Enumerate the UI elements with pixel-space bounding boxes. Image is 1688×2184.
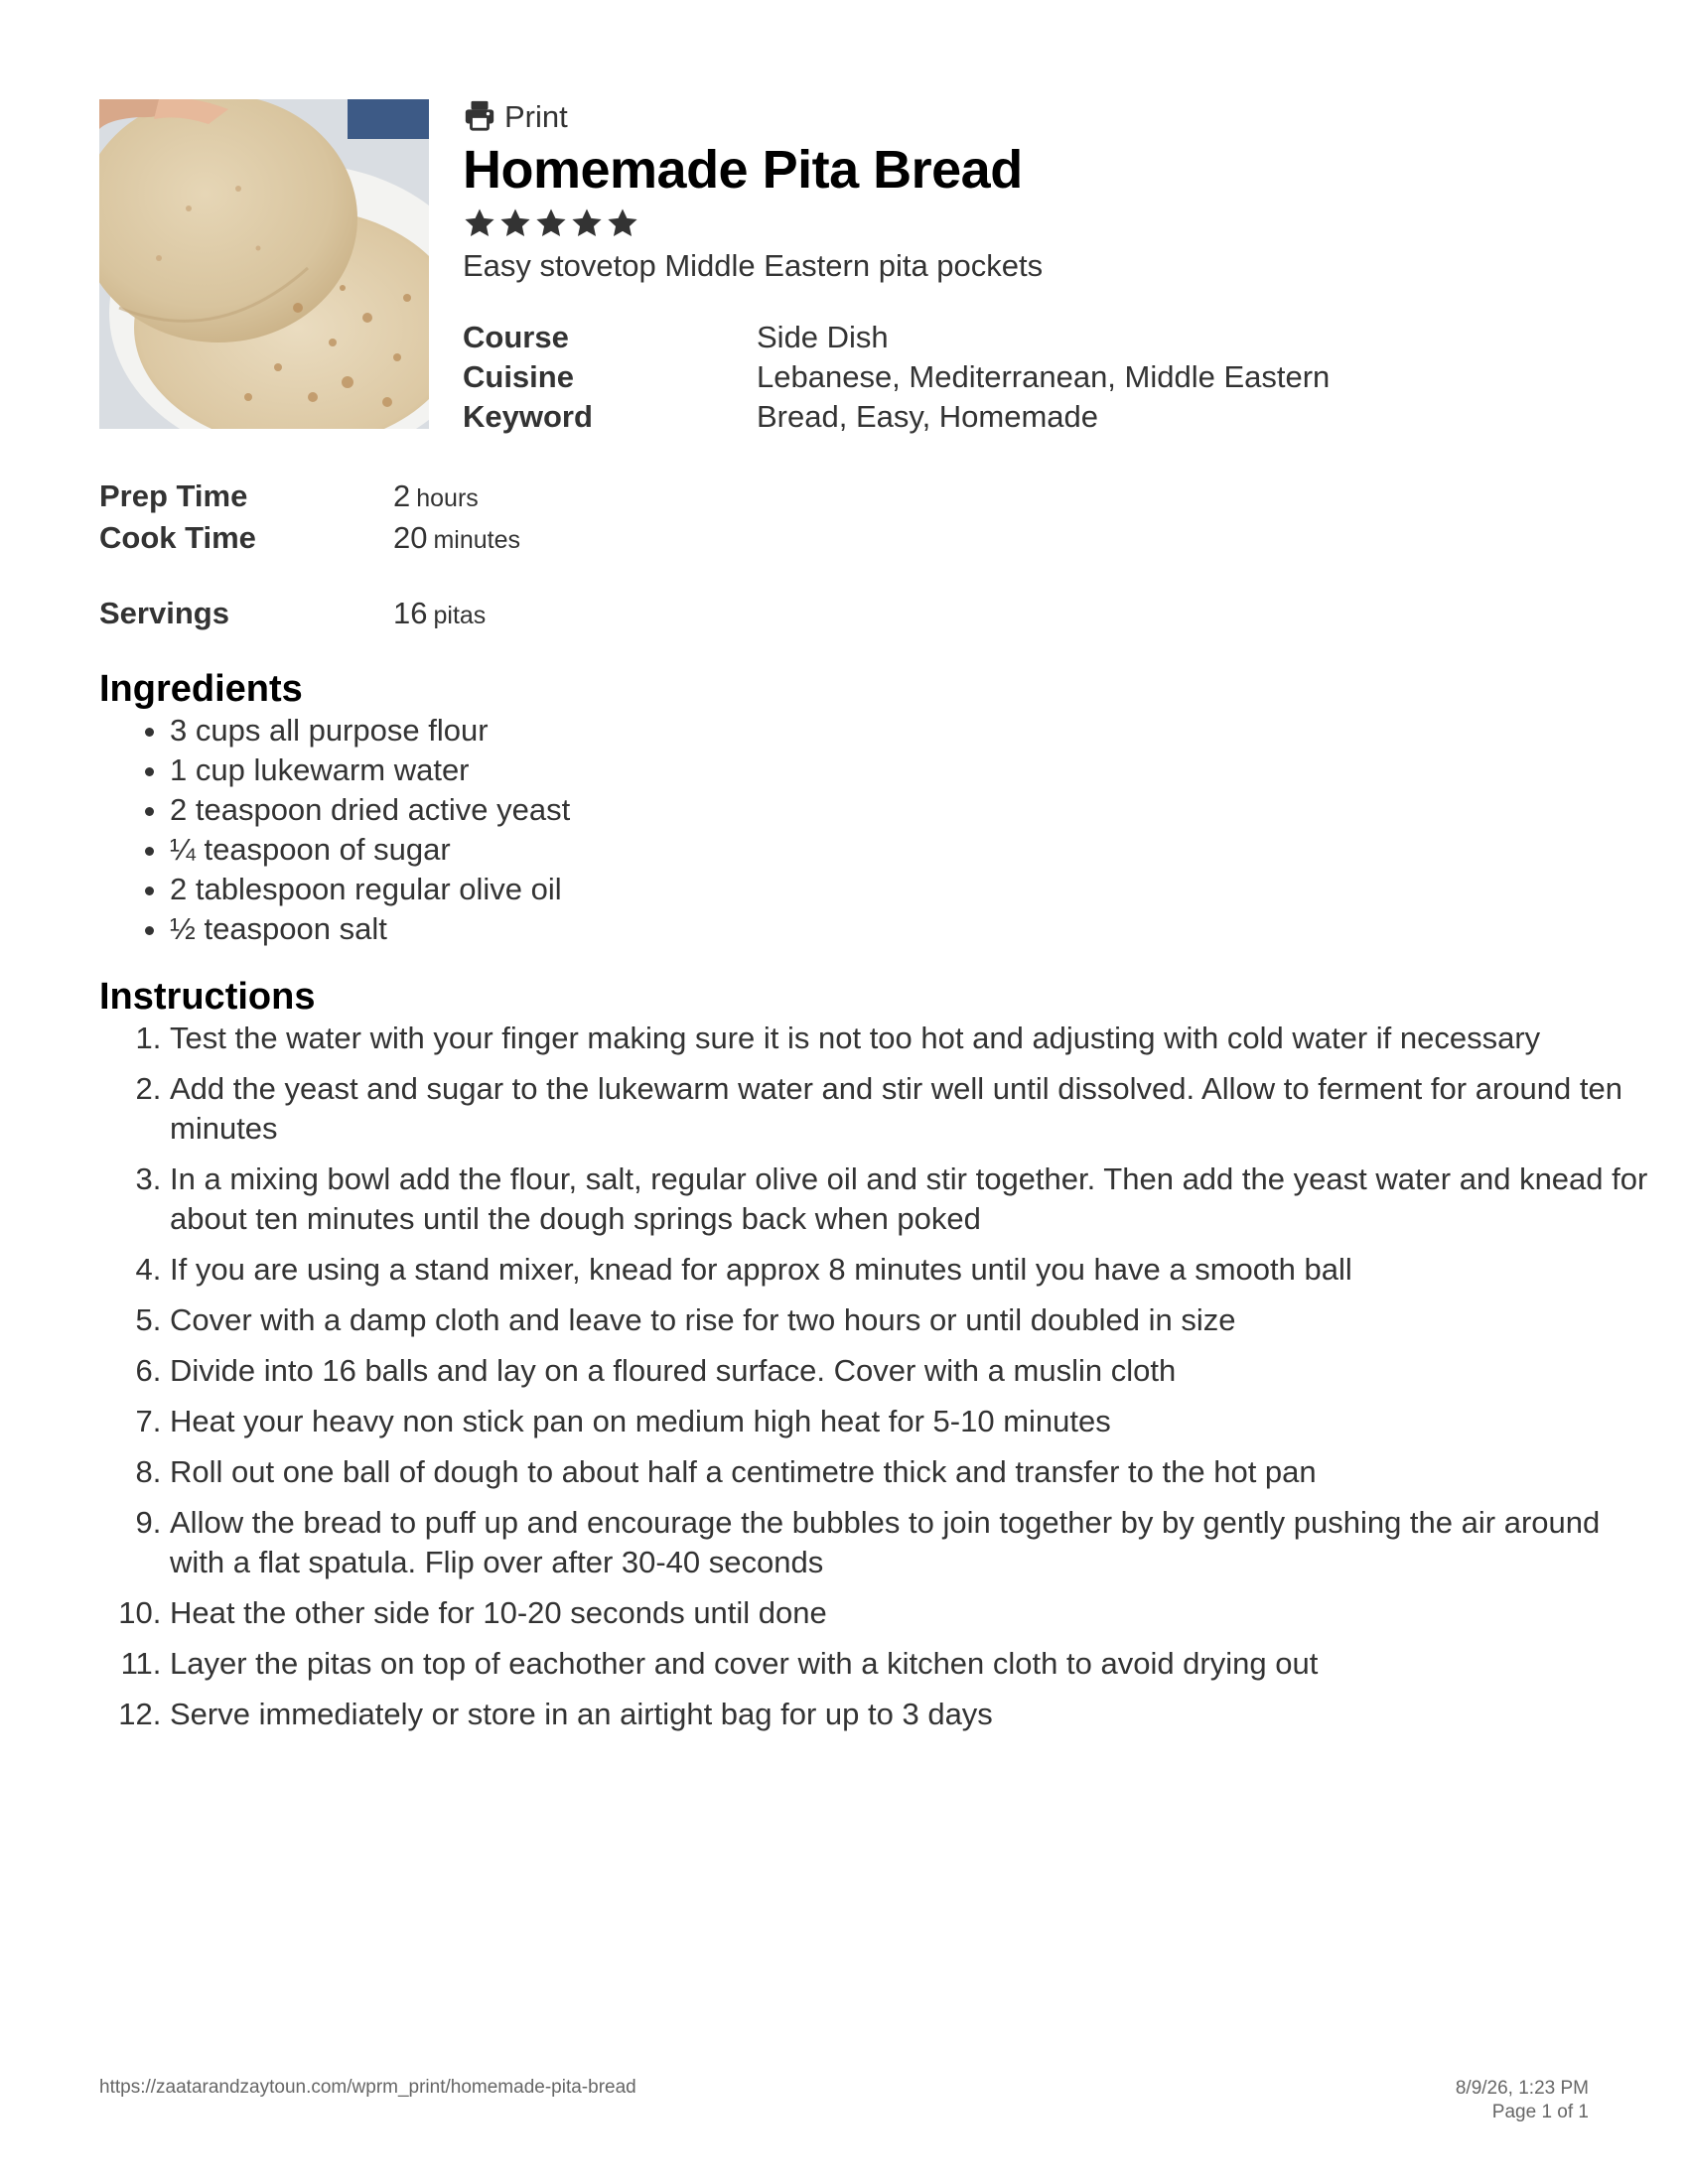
instruction-step: 1. Test the water with your finger making sure it is not too hot and adjusting with cold water if necessary bbox=[170, 1019, 1659, 1058]
servings bbox=[99, 594, 520, 635]
instruction-step: 12. Serve immediately or store in an airtight bag for up to 3 days bbox=[170, 1695, 1659, 1734]
meta-cuisine bbox=[463, 357, 1595, 397]
cook-time-value: 20 bbox=[393, 520, 428, 555]
star-rating bbox=[463, 206, 1595, 242]
instruction-step: 11. Layer the pitas on top of eachother and cover with a kitchen cloth to avoid drying out bbox=[170, 1644, 1659, 1684]
ingredient-item: • 2 teaspoon dried active yeast bbox=[170, 790, 570, 830]
recipe-times bbox=[99, 477, 520, 635]
star-icon bbox=[498, 206, 532, 242]
meta-value: Lebanese, Mediterranean, Middle Eastern bbox=[757, 359, 1331, 395]
instruction-step: 10. Heat the other side for 10-20 seconds until done bbox=[170, 1593, 1659, 1633]
instruction-step: 6. Divide into 16 balls and lay on a floured surface. Cover with a muslin cloth bbox=[170, 1351, 1659, 1391]
star-icon bbox=[463, 206, 496, 242]
cook-time-label: Cook Time bbox=[99, 520, 256, 555]
servings-value: 16 bbox=[393, 596, 428, 630]
prep-time-unit: hours bbox=[416, 484, 479, 512]
instructions-list bbox=[99, 1019, 1659, 1745]
footer-meta bbox=[1456, 2077, 1589, 2124]
prep-time-label: Prep Time bbox=[99, 478, 248, 513]
footer-page: Page 1 of 1 bbox=[1491, 2102, 1589, 2122]
cook-time-unit: minutes bbox=[433, 526, 521, 554]
recipe-summary: Easy stovetop Middle Eastern pita pockets bbox=[463, 247, 1044, 283]
prep-time-value: 2 bbox=[393, 478, 411, 513]
instructions-heading: Instructions bbox=[99, 976, 316, 1018]
ingredient-item: • ¼ teaspoon of sugar bbox=[170, 830, 570, 870]
ingredient-item: • 2 tablespoon regular olive oil bbox=[170, 870, 570, 909]
ingredients-list bbox=[99, 711, 570, 949]
instruction-step: 5. Cover with a damp cloth and leave to rise for two hours or until doubled in size bbox=[170, 1300, 1659, 1340]
ingredients-heading: Ingredients bbox=[99, 668, 303, 710]
meta-label: Keyword bbox=[463, 399, 593, 435]
instruction-step: 9. Allow the bread to puff up and encourage the bubbles to join together by by gently pushing the air around with a flat spatula. Flip over after 30-40 seconds bbox=[170, 1503, 1659, 1582]
instruction-step: 3. In a mixing bowl add the flour, salt, regular olive oil and stir together. Then add the yeast water and knead for about ten minutes until the dough springs back when poked bbox=[170, 1160, 1659, 1239]
recipe-photo bbox=[99, 99, 429, 429]
recipe-title: Homemade Pita Bread bbox=[463, 140, 1023, 200]
recipe-header bbox=[463, 97, 1595, 437]
meta-value: Bread, Easy, Homemade bbox=[757, 399, 1099, 435]
footer-url: https://zaatarandzaytoun.com/wprm_print/homemade-pita-bread bbox=[99, 2077, 636, 2098]
meta-label: Course bbox=[463, 320, 569, 355]
star-icon bbox=[534, 206, 568, 242]
meta-keyword bbox=[463, 397, 1595, 437]
servings-unit: pitas bbox=[433, 602, 487, 629]
cook-time bbox=[99, 518, 520, 560]
print-label: Print bbox=[504, 99, 568, 134]
print-button[interactable] bbox=[463, 97, 1595, 132]
instruction-step: 4. If you are using a stand mixer, knead for approx 8 minutes until you have a smooth ball bbox=[170, 1250, 1659, 1290]
ingredient-item: • 3 cups all purpose flour bbox=[170, 711, 570, 751]
star-icon bbox=[570, 206, 604, 242]
prep-time bbox=[99, 477, 520, 518]
ingredient-item: • ½ teaspoon salt bbox=[170, 909, 570, 949]
instruction-step: 8. Roll out one ball of dough to about half a centimetre thick and transfer to the hot pan bbox=[170, 1452, 1659, 1492]
star-icon bbox=[606, 206, 639, 242]
printer-icon bbox=[463, 98, 496, 132]
ingredient-item: • 1 cup lukewarm water bbox=[170, 751, 570, 790]
meta-label: Cuisine bbox=[463, 359, 574, 395]
instruction-step: 7. Heat your heavy non stick pan on medium high heat for 5-10 minutes bbox=[170, 1402, 1659, 1441]
servings-label: Servings bbox=[99, 596, 229, 630]
recipe-meta bbox=[463, 318, 1595, 437]
instruction-step: 2. Add the yeast and sugar to the lukewarm water and stir well until dissolved. Allow to ferment for around ten minutes bbox=[170, 1069, 1659, 1149]
meta-value: Side Dish bbox=[757, 320, 889, 355]
footer-datetime: 8/9/26, 1:23 PM bbox=[1455, 2078, 1589, 2099]
meta-course bbox=[463, 318, 1595, 357]
